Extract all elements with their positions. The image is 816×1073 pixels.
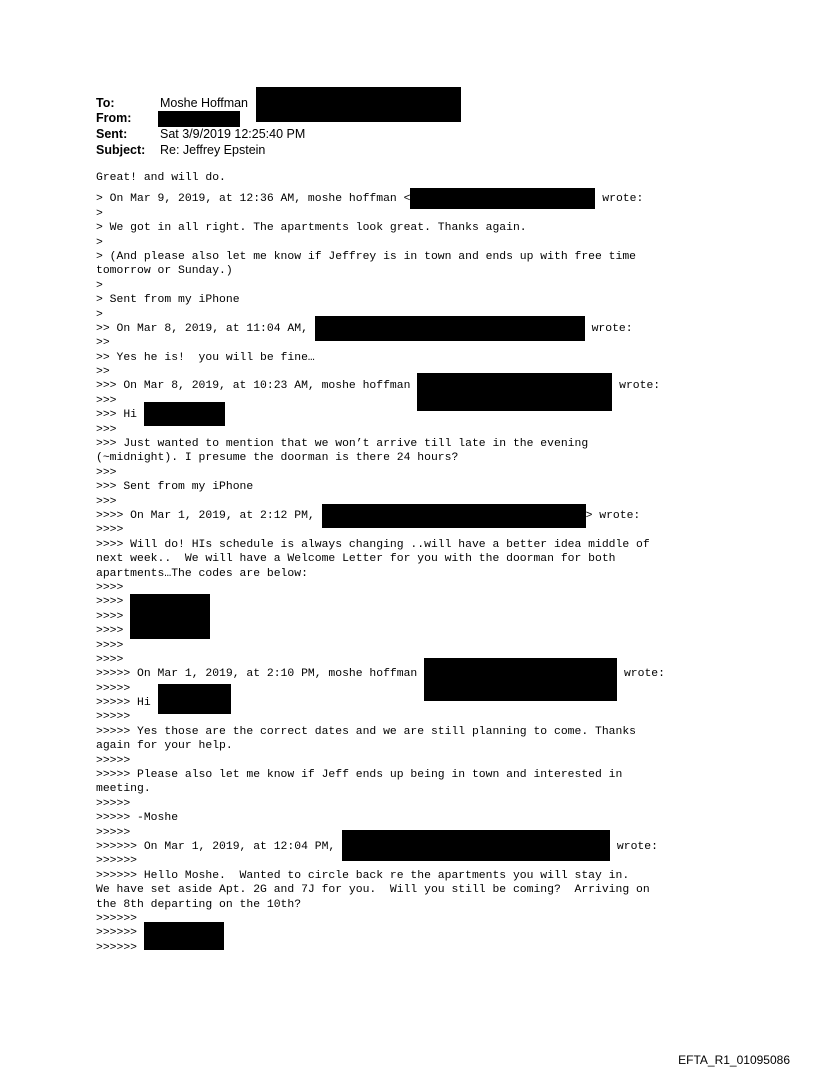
body-text: wrote: <box>617 668 665 681</box>
body-line <box>96 408 736 422</box>
body-text: >>> Hi <box>96 409 144 422</box>
body-text: >>>>>> On Mar 1, 2019, at 12:04 PM, <box>96 840 343 853</box>
redaction-from <box>158 111 240 127</box>
body-line: > We got in all right. The apartments look great. Thanks again. <box>96 222 527 235</box>
body-text: wrote: <box>610 840 658 853</box>
body-line <box>96 595 736 609</box>
body-line: meeting. <box>96 783 151 796</box>
body-text: > On Mar 9, 2019, at 12:36 AM, moshe hoffman < <box>96 193 411 206</box>
body-line: tomorrow or Sunday.) <box>96 265 233 278</box>
from-label: From: <box>96 111 132 125</box>
body-line: > <box>96 279 103 292</box>
body-line <box>96 696 736 710</box>
sent-label: Sent: <box>96 127 128 141</box>
body-text: > wrote: <box>585 509 641 522</box>
body-line: >>>> <box>96 625 131 638</box>
body-line: >>>> <box>96 653 124 666</box>
body-line: >>> Just wanted to mention that we won’t arrive till late in the evening <box>96 438 589 451</box>
body-line: >>>>>> <box>96 941 138 954</box>
body-line: >>> <box>96 466 117 479</box>
body-text: wrote: <box>584 322 633 335</box>
body-text: >>>> <box>96 596 131 609</box>
body-line <box>96 322 736 336</box>
redaction-to-email <box>256 87 461 122</box>
body-text: wrote: <box>595 193 644 206</box>
body-line: (~midnight). I presume the doorman is there 24 hours? <box>96 452 459 465</box>
body-line: >>>>> <box>96 754 131 767</box>
body-line: > <box>96 207 103 220</box>
body-text: >>> On Mar 8, 2019, at 10:23 AM, moshe hoffman <box>96 380 418 393</box>
body-line: apartments…The codes are below: <box>96 567 308 580</box>
body-text: >>>> On Mar 1, 2019, at 2:12 PM, <box>96 509 322 522</box>
body-line: >>>>>> Hello Moshe. Wanted to circle back re the apartments you will stay in. <box>96 869 630 882</box>
body-line <box>96 667 736 681</box>
body-text: >>>>> Hi <box>96 697 158 710</box>
body-line: >> <box>96 337 110 350</box>
body-line: >>>>> <box>96 682 131 695</box>
body-text: >>>>> On Mar 1, 2019, at 2:10 PM, moshe hoffman <box>96 668 425 681</box>
body-text: wrote: <box>612 380 661 393</box>
body-line: >>>> <box>96 524 124 537</box>
message-body <box>96 171 736 955</box>
body-line: >>> <box>96 495 117 508</box>
document-id: EFTA_R1_01095086 <box>678 1053 790 1067</box>
body-line: Great! and will do. <box>96 172 226 184</box>
body-line: >>>>> <box>96 826 131 839</box>
body-line: >>>>>> <box>96 912 138 925</box>
body-line: >>> <box>96 394 117 407</box>
body-line: >> <box>96 366 110 379</box>
body-line: > (And please also let me know if Jeffrey is in town and ends up with free time <box>96 250 637 263</box>
body-line: >>>>> Please also let me know if Jeff ends up being in town and interested in <box>96 769 623 782</box>
body-line: >>>> <box>96 639 124 652</box>
body-line: the 8th departing on the 10th? <box>96 898 302 911</box>
body-line <box>96 840 736 854</box>
subject-label: Subject: <box>96 143 146 157</box>
body-text: >>>>>> <box>96 927 144 940</box>
body-line: >>>> Will do! HIs schedule is always changing ..will have a better idea middle of <box>96 538 650 551</box>
body-line: >>>>>> <box>96 855 138 868</box>
body-line <box>96 509 736 523</box>
body-line: >>>>> <box>96 797 131 810</box>
body-line: > <box>96 236 103 249</box>
body-line <box>96 926 736 940</box>
body-line: >>>>> <box>96 711 131 724</box>
sent-value: Sat 3/9/2019 12:25:40 PM <box>160 127 306 141</box>
body-line: >> Yes he is! you will be fine… <box>96 351 315 364</box>
body-line: >>>> <box>96 610 131 623</box>
body-line: next week.. We will have a Welcome Letter for you with the doorman for both <box>96 553 616 566</box>
body-line: > Sent from my iPhone <box>96 294 240 307</box>
body-line: >>> Sent from my iPhone <box>96 481 254 494</box>
body-line: >>>>> Yes those are the correct dates and we are still planning to come. Thanks <box>96 725 637 738</box>
to-label: To: <box>96 96 115 110</box>
body-line: We have set aside Apt. 2G and 7J for you. Will you still be coming? Arriving on <box>96 884 650 897</box>
to-value: Moshe Hoffman <box>160 96 249 110</box>
body-line <box>96 192 736 206</box>
body-line: >>> <box>96 423 117 436</box>
body-line <box>96 379 736 393</box>
body-line: again for your help. <box>96 740 233 753</box>
body-line: > <box>96 308 103 321</box>
body-line: >>>>> -Moshe <box>96 812 179 825</box>
body-text: >> On Mar 8, 2019, at 11:04 AM, <box>96 322 315 335</box>
subject-value: Re: Jeffrey Epstein <box>160 143 266 157</box>
body-line: >>>> <box>96 581 124 594</box>
